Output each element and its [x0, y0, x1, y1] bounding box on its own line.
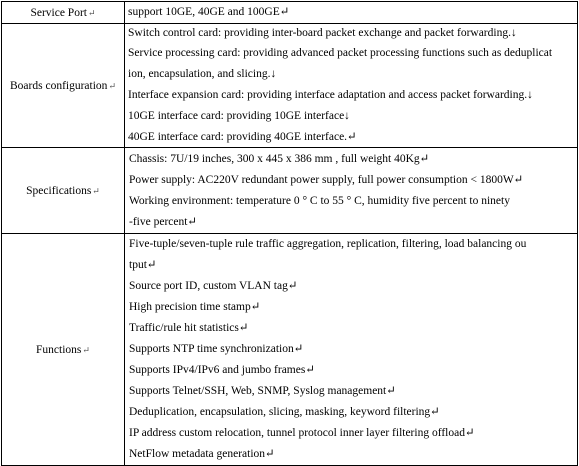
content-line: -five percent↵	[129, 215, 198, 228]
content-line: Interface expansion card: providing interface adaptation and access packet forwarding.↓	[128, 89, 533, 101]
row-content-specifications	[125, 148, 578, 234]
return-mark: ↵	[82, 344, 90, 355]
content-line: support 10GE, 40GE and 100GE↵	[128, 6, 290, 18]
row-label-specifications	[2, 148, 125, 234]
content-line: IP address custom relocation, tunnel protocol inner layer filtering offload↵	[129, 427, 475, 439]
table-row-service-port	[2, 2, 578, 24]
content-line: Switch control card: providing inter-board packet exchange and packet forwarding.↓	[128, 27, 517, 39]
return-mark: ↵	[108, 80, 116, 91]
row-label-text: Functions	[36, 343, 82, 356]
content-line: 40GE interface card: providing 40GE interface.↵	[128, 131, 357, 143]
content-line: Supports NTP time synchronization↵	[129, 343, 304, 355]
content-line: Source port ID, custom VLAN tag↵	[129, 280, 298, 292]
content-line: tput↵	[129, 259, 157, 271]
content-line: NetFlow metadata generation↵	[129, 448, 275, 460]
content-line: Supports IPv4/IPv6 and jumbo frames↵	[129, 364, 315, 376]
row-content-service-port	[125, 2, 578, 24]
table-row-specifications	[2, 148, 578, 234]
row-label-text: Specifications	[26, 184, 92, 197]
row-label-service-port	[2, 2, 125, 24]
row-label-text: Boards configuration	[10, 79, 108, 92]
content-line: 10GE interface card: providing 10GE interface↓	[128, 110, 350, 122]
return-mark: ↵	[87, 7, 96, 18]
row-content-boards-configuration	[125, 24, 578, 148]
content-line: Deduplication, encapsulation, slicing, masking, keyword filtering↵	[129, 406, 440, 418]
specification-table	[1, 1, 578, 466]
content-line: Service processing card: providing advanced packet processing functions such as deduplicat	[128, 47, 553, 59]
content-line: Power supply: AC220V redundant power supply, full power consumption < 1800W↵	[129, 173, 524, 186]
content-line: Working environment: temperature 0 ° C to 55 ° C, humidity five percent to ninety	[129, 194, 510, 207]
content-line: Chassis: 7U/19 inches, 300 x 445 x 386 mm , full weight 40Kg↵	[129, 152, 430, 165]
row-label-boards-configuration	[2, 24, 125, 148]
table-row-boards-configuration	[2, 24, 578, 148]
table-row-functions	[2, 234, 578, 466]
row-label-functions	[2, 234, 125, 466]
content-line: High precision time stamp↵	[129, 301, 261, 313]
content-line: ion, encapsulation, and slicing.↓	[128, 68, 277, 80]
content-line: Five-tuple/seven-tuple rule traffic aggregation, replication, filtering, load balancing ou	[129, 238, 527, 250]
content-line: Traffic/rule hit statistics↵	[129, 322, 249, 334]
return-mark: ↵	[92, 185, 100, 196]
content-line: Supports Telnet/SSH, Web, SNMP, Syslog management↵	[129, 385, 396, 397]
row-content-functions	[125, 234, 578, 466]
row-label-text: Service Port	[30, 6, 87, 19]
